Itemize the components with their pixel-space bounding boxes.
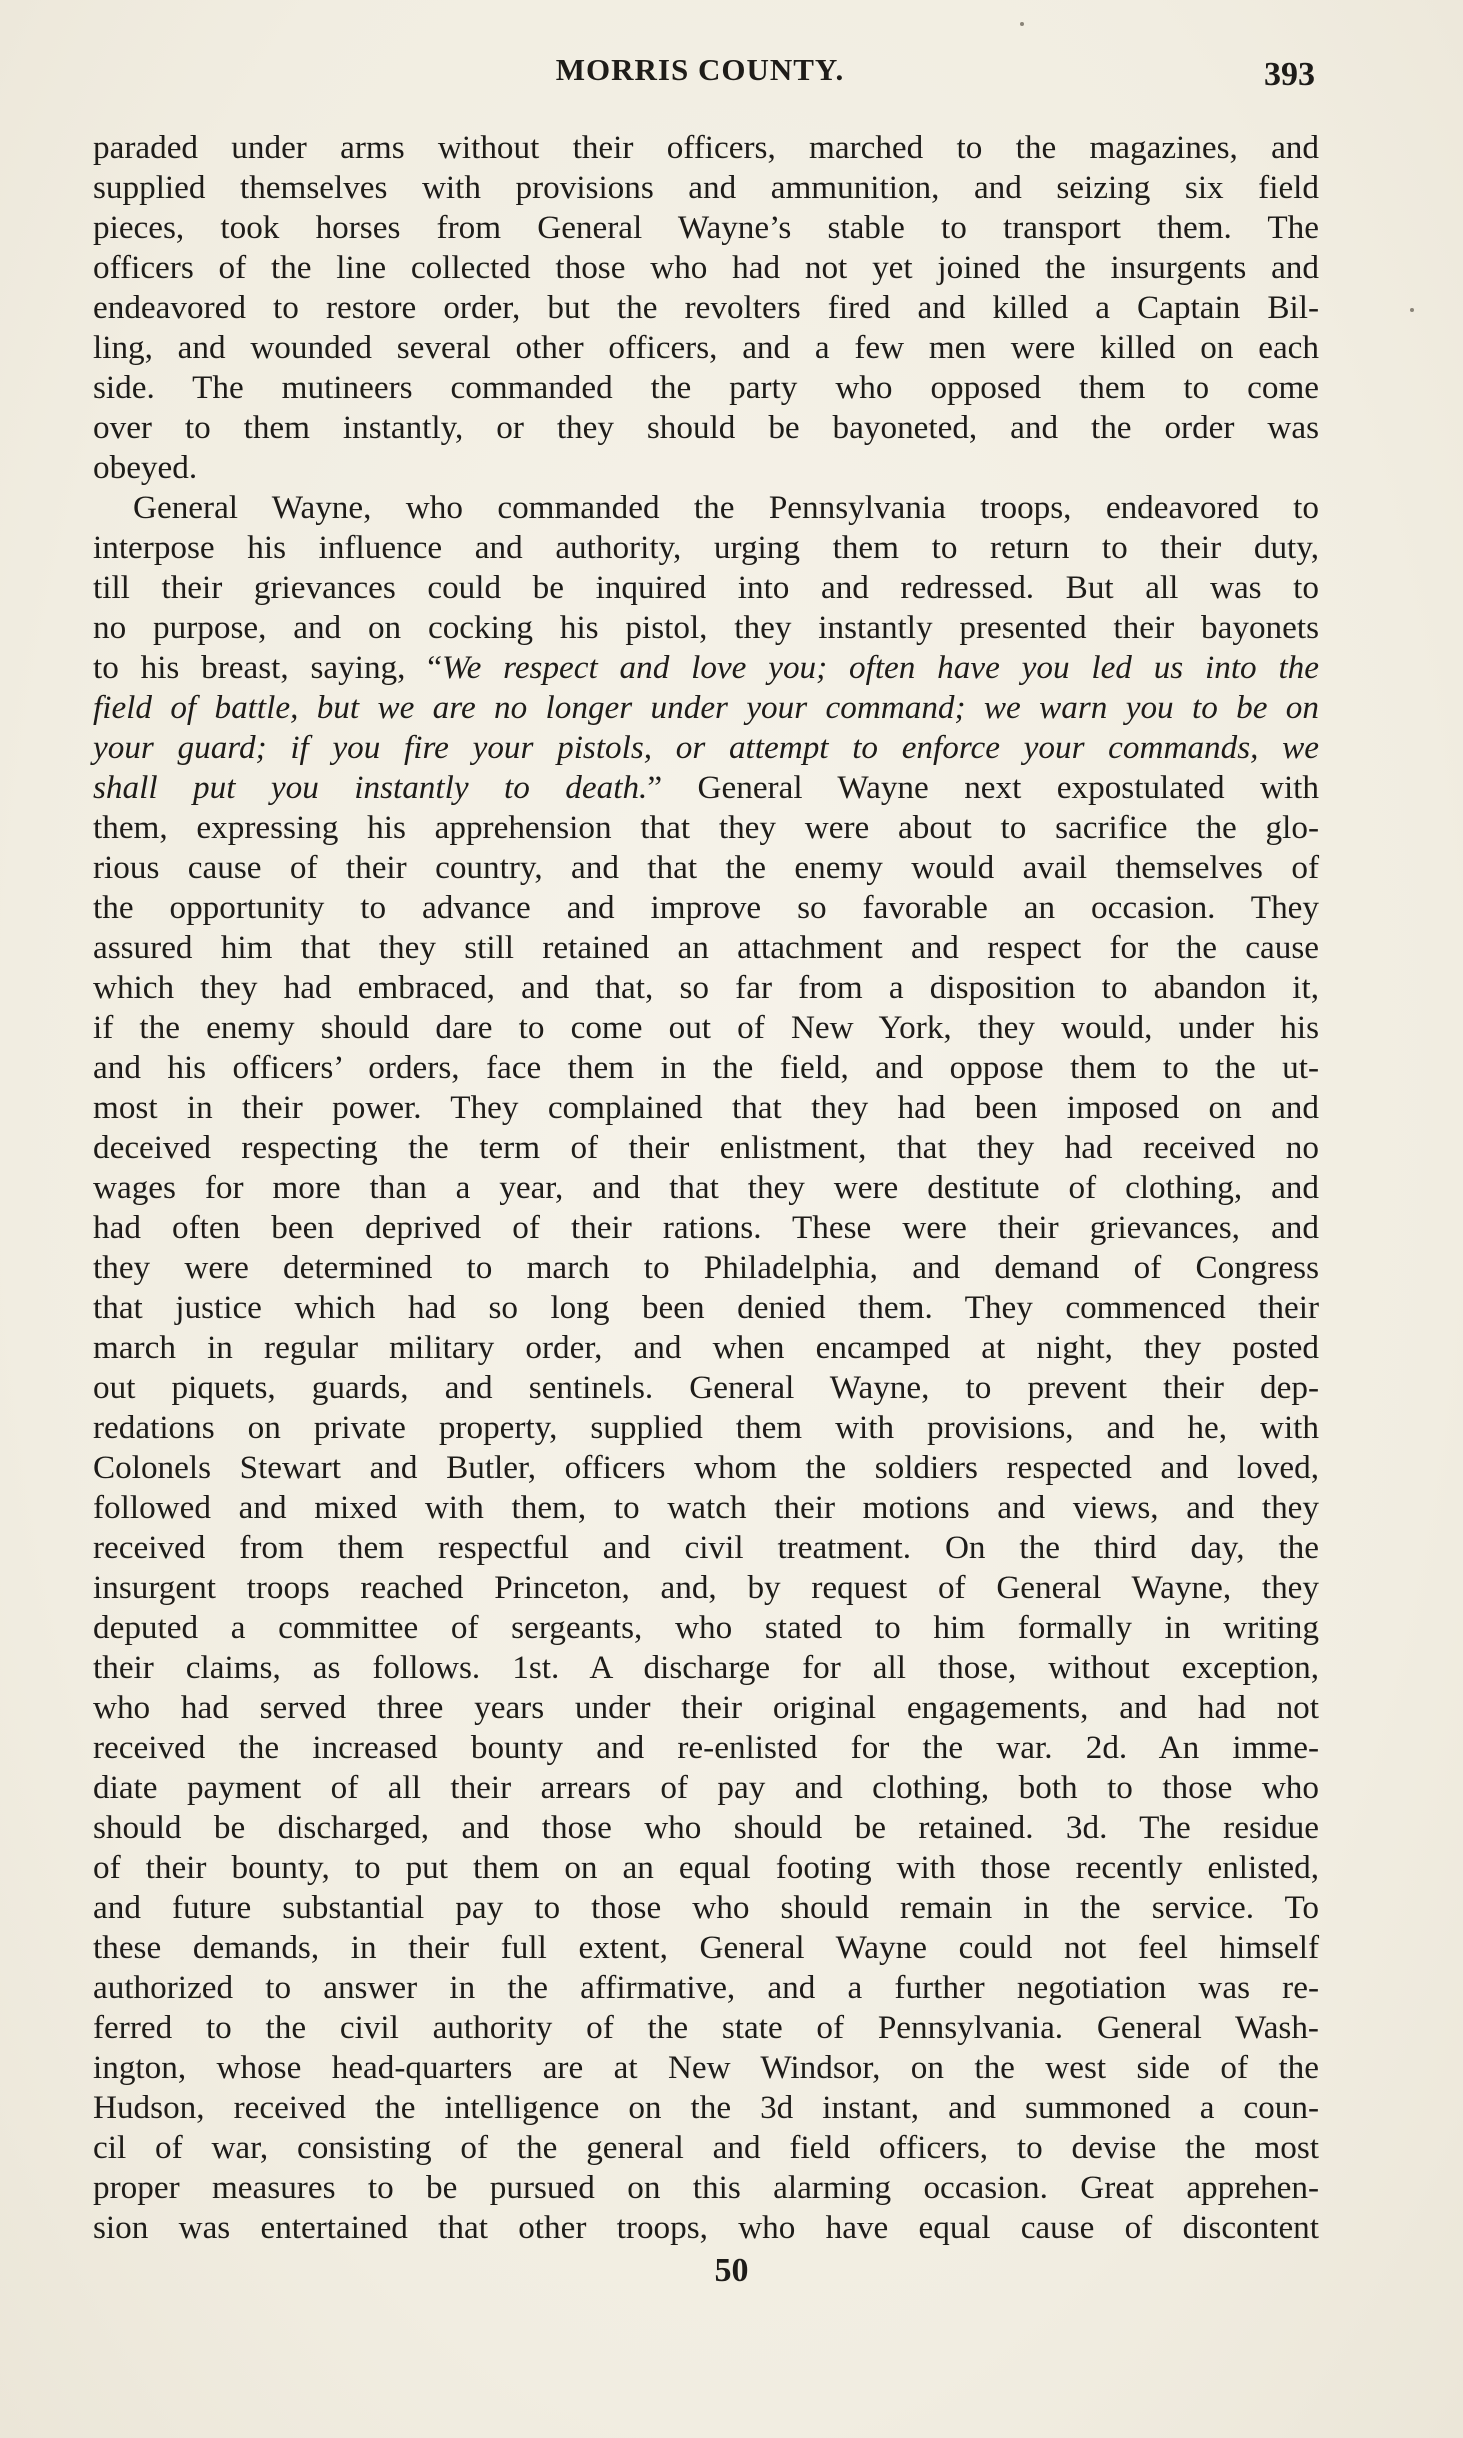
page-number: 393	[1264, 56, 1315, 93]
text-line: and his officers’ orders, face them in the field, and oppose them to the ut-	[93, 1049, 1319, 1086]
text-line: rious cause of their country, and that the enemy would avail themselves of	[93, 849, 1319, 886]
text-line: redations on private property, supplied them with provisions, and he, with	[93, 1409, 1319, 1446]
text-line: over to them instantly, or they should be bayoneted, and the order was	[93, 409, 1319, 446]
text-line: should be discharged, and those who should be retained. 3d. The residue	[93, 1809, 1319, 1846]
text-line: Hudson, received the intelligence on the 3d instant, and summoned a coun-	[93, 2089, 1319, 2126]
text-line: deceived respecting the term of their enlistment, that they had received no	[93, 1129, 1319, 1166]
text-line: your guard; if you fire your pistols, or attempt to enforce your commands, we	[93, 729, 1319, 766]
text-line: no purpose, and on cocking his pistol, they instantly presented their bayonets	[93, 609, 1319, 646]
text-line: ling, and wounded several other officers, and a few men were killed on each	[93, 329, 1319, 366]
text-line: their claims, as follows. 1st. A discharge for all those, without exception,	[93, 1649, 1319, 1686]
text-line: General Wayne, who commanded the Pennsylvania troops, endeavored to	[133, 489, 1319, 526]
text-line: them, expressing his apprehension that they were about to sacrifice the glo-	[93, 809, 1319, 846]
signature-mark: 50	[714, 2252, 749, 2289]
text-line: proper measures to be pursued on this alarming occasion. Great apprehen-	[93, 2169, 1319, 2206]
text-line: these demands, in their full extent, General Wayne could not feel himself	[93, 1929, 1319, 1966]
text-line: sion was entertained that other troops, who have equal cause of discontent	[93, 2209, 1319, 2246]
text-line: wages for more than a year, and that they were destitute of clothing, and	[93, 1169, 1319, 1206]
text-line: officers of the line collected those who had not yet joined the insurgents and	[93, 249, 1319, 286]
text-line: had often been deprived of their rations. These were their grievances, and	[93, 1209, 1319, 1246]
text-line: ferred to the civil authority of the state of Pennsylvania. General Wash-	[93, 2009, 1319, 2046]
text-line: assured him that they still retained an attachment and respect for the cause	[93, 929, 1319, 966]
text-line: till their grievances could be inquired into and redressed. But all was to	[93, 569, 1319, 606]
text-line: shall put you instantly to death.” General Wayne next expostulated with	[93, 769, 1319, 806]
text-line: that justice which had so long been denied them. They commenced their	[93, 1289, 1319, 1326]
text-line: which they had embraced, and that, so far from a disposition to abandon it,	[93, 969, 1319, 1006]
text-line: deputed a committee of sergeants, who stated to him formally in writing	[93, 1609, 1319, 1646]
text-line: side. The mutineers commanded the party who opposed them to come	[93, 369, 1319, 406]
text-line: paraded under arms without their officers, marched to the magazines, and	[93, 129, 1319, 166]
text-line: ington, whose head-quarters are at New Windsor, on the west side of the	[93, 2049, 1319, 2086]
body-text	[93, 128, 1319, 2248]
text-line: march in regular military order, and when encamped at night, they posted	[93, 1329, 1319, 1366]
text-line: endeavored to restore order, but the revolters fired and killed a Captain Bil-	[93, 289, 1319, 326]
running-title: MORRIS COUNTY.	[555, 52, 845, 87]
text-line: field of battle, but we are no longer under your command; we warn you to be on	[93, 689, 1319, 726]
text-line: and future substantial pay to those who should remain in the service. To	[93, 1889, 1319, 1926]
text-line: diate payment of all their arrears of pay and clothing, both to those who	[93, 1769, 1319, 1806]
text-line: authorized to answer in the affirmative, and a further negotiation was re-	[93, 1969, 1319, 2006]
text-line: pieces, took horses from General Wayne’s stable to transport them. The	[93, 209, 1319, 246]
text-line: Colonels Stewart and Butler, officers whom the soldiers respected and loved,	[93, 1449, 1319, 1486]
running-head	[0, 52, 1463, 92]
text-line: to his breast, saying, “We respect and love you; often have you led us into the	[93, 649, 1319, 686]
paper-speck	[1410, 308, 1414, 312]
text-line: most in their power. They complained that they had been imposed on and	[93, 1089, 1319, 1126]
paper-speck	[1020, 22, 1024, 26]
text-line: cil of war, consisting of the general and field officers, to devise the most	[93, 2129, 1319, 2166]
text-line: supplied themselves with provisions and ammunition, and seizing six field	[93, 169, 1319, 206]
text-line: of their bounty, to put them on an equal footing with those recently enlisted,	[93, 1849, 1319, 1886]
text-line: received the increased bounty and re-enlisted for the war. 2d. An imme-	[93, 1729, 1319, 1766]
text-line: obeyed.	[93, 449, 198, 486]
text-line: who had served three years under their original engagements, and had not	[93, 1689, 1319, 1726]
text-line: insurgent troops reached Princeton, and, by request of General Wayne, they	[93, 1569, 1319, 1606]
text-line: if the enemy should dare to come out of New York, they would, under his	[93, 1009, 1319, 1046]
text-line: followed and mixed with them, to watch their motions and views, and they	[93, 1489, 1319, 1526]
text-line: interpose his influence and authority, urging them to return to their duty,	[93, 529, 1319, 566]
text-line: the opportunity to advance and improve so favorable an occasion. They	[93, 889, 1319, 926]
text-line: received from them respectful and civil treatment. On the third day, the	[93, 1529, 1319, 1566]
text-line: out piquets, guards, and sentinels. General Wayne, to prevent their dep-	[93, 1369, 1319, 1406]
text-line: they were determined to march to Philadelphia, and demand of Congress	[93, 1249, 1319, 1286]
